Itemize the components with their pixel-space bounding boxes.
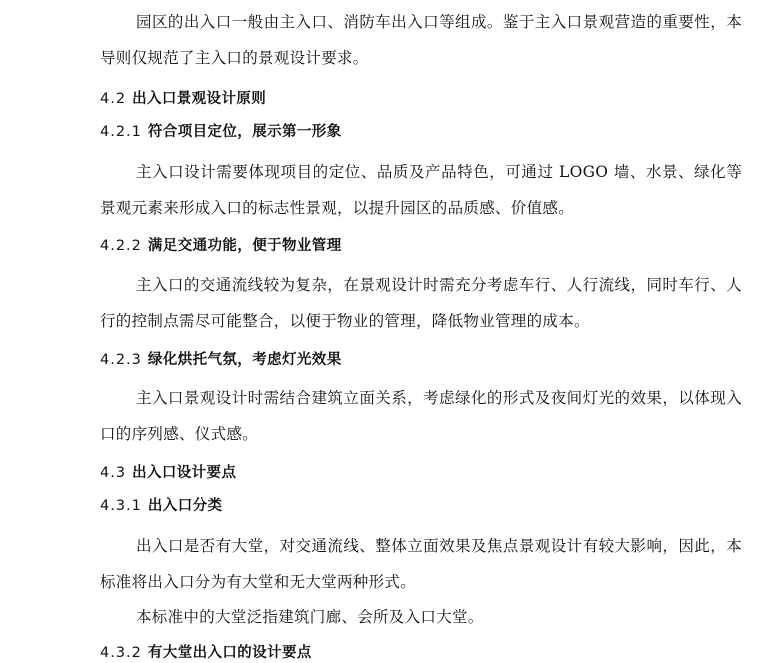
section-number: 4.2.3 [100, 352, 142, 368]
paragraph-4-3-1-b: 本标准中的大堂泛指建筑门廊、会所及入口大堂。 [136, 608, 484, 626]
section-number: 4.3.1 [100, 498, 142, 514]
section-title: 满足交通功能，便于物业管理 [147, 238, 342, 254]
paragraph-entrance-intro: 园区的出入口一般由主入口、消防车出入口等组成。鉴于主入口景观营造的重要性，本导则仅规范了主入口的景观设计要求。 [100, 13, 742, 67]
heading-4-2-2 [100, 236, 742, 256]
section-title: 出入口分类 [147, 498, 223, 514]
section-title: 出入口设计要点 [132, 465, 237, 481]
section-number: 4.2 [100, 91, 127, 107]
paragraph-4-3-1-a: 出入口是否有大堂，对交通流线、整体立面效果及焦点景观设计有较大影响，因此，本标准将出入口分为有大堂和无大堂两种形式。 [100, 537, 742, 591]
paragraph-4-2-3: 主入口景观设计时需结合建筑立面关系，考虑绿化的形式及夜间灯光的效果，以体现入口的序列感、仪式感。 [100, 389, 742, 443]
heading-4-3-1 [100, 496, 742, 516]
section-number: 4.2.2 [100, 238, 142, 254]
heading-4-2-3 [100, 350, 742, 370]
paragraph-4-2-2: 主入口的交通流线较为复杂，在景观设计时需充分考虑车行、人行流线，同时车行、人行的控制点需尽可能整合，以便于物业的管理，降低物业管理的成本。 [100, 276, 742, 330]
section-number: 4.3.2 [100, 645, 142, 661]
heading-4-2-1 [100, 122, 742, 142]
heading-4-2 [100, 89, 742, 109]
heading-4-3 [100, 463, 742, 483]
section-number: 4.2.1 [100, 124, 142, 140]
section-number: 4.3 [100, 465, 127, 481]
section-title: 绿化烘托气氛，考虑灯光效果 [147, 352, 342, 368]
heading-4-3-2 [100, 643, 742, 663]
paragraph-4-2-1: 主入口设计需要体现项目的定位、品质及产品特色，可通过 LOGO 墙、水景、绿化等景观元素来形成入口的标志性景观，以提升园区的品质感、价值感。 [100, 163, 742, 217]
section-title: 有大堂出入口的设计要点 [147, 645, 312, 661]
section-title: 符合项目定位，展示第一形象 [147, 124, 342, 140]
section-title: 出入口景观设计原则 [132, 91, 267, 107]
